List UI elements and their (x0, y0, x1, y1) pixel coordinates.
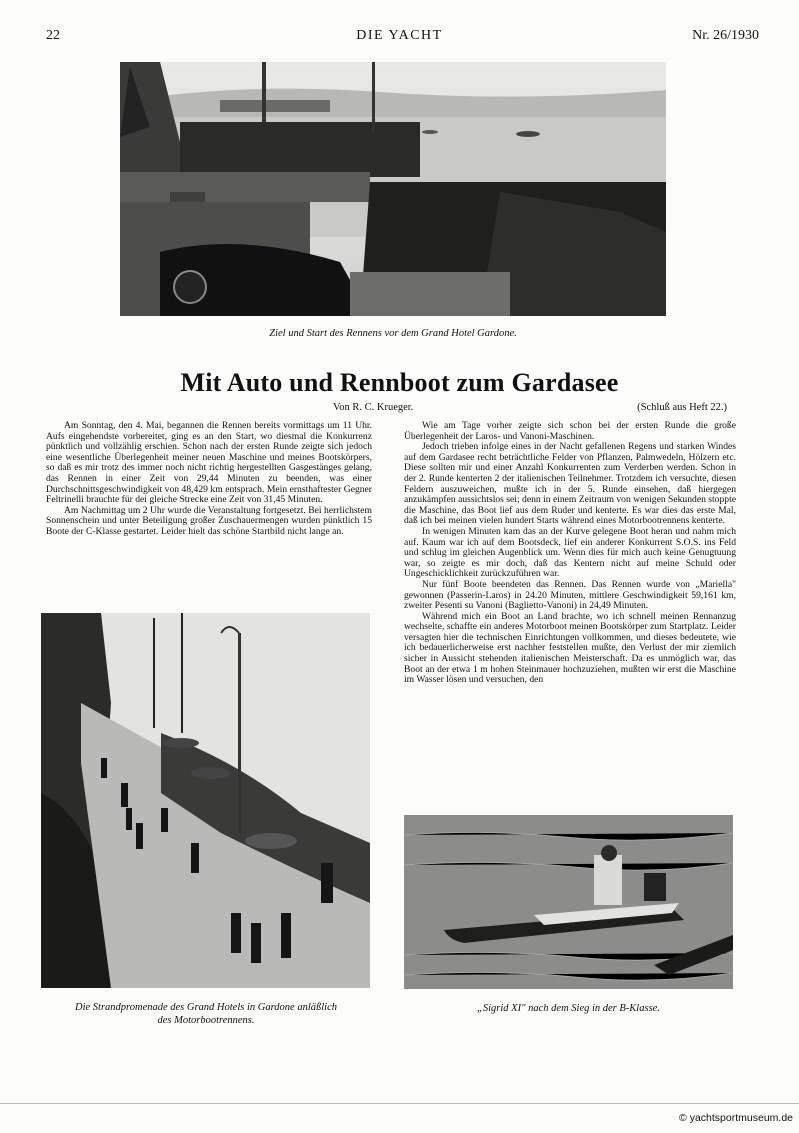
copyright-credit[interactable]: © yachtsportmuseum.de (679, 1112, 793, 1124)
caption-promenade (36, 1001, 376, 1027)
photo-promenade (41, 613, 370, 988)
paragraph: Am Nachmittag um 2 Uhr wurde die Veranstaltung fortgesetzt. Bei herrlichstem Sonnenschein und unter Beteiligung großer Zuschauermengen wurden pünktlich 15 Boote der C-Klasse gestartet. Leider hielt das schöne Startbild nicht lange an. (46, 504, 372, 537)
caption-promenade-line-2: des Motorbootrennens. (157, 1015, 255, 1026)
paragraph: Wie am Tage vorher zeigte sich schon bei der ersten Runde die große Überlegenheit der Laros- und Vanoni-Maschinen. (404, 420, 736, 442)
magazine-title: DIE YACHT (356, 28, 443, 43)
issue-number: Nr. 26/1930 (692, 28, 759, 43)
paragraph: Am Sonntag, den 4. Mai, begannen die Rennen bereits vormittags um 11 Uhr. Aufs eingehendste vorbereitet, ging es an den Start, wo diesmal die Konkurrenz pünktlich und vollzählig erschien. Schon nach der ersten Runde zeigte sich jedoch eine wesentliche Überlegenheit meiner neuen Maschine und meines Bootskörpers, so daß es mir trotz des immer noch nicht richtig hergestellten Gasgestänges gelang, das Rennen in einer Zeit von 29,44 Minuten zu beenden, was einer Durchschnittsgeschwindigkeit von 48,429 km entsprach. Mein ernsthaftester Gegner Feltrinelli brauchte für dei gleiche Strecke eine Zeit von 31,45 Minuten. (46, 420, 372, 506)
article-right-column (404, 421, 736, 686)
photo-racing-boat (404, 815, 733, 989)
paragraph: Während mich ein Boot an Land brachte, wo ich schnell meinen Rennanzug wechselte, schaffte ein anderes Motorboot meinen Bootskörper zum Startplatz. Leider versagten hier die technischen Einrichtungen vollkommen, und dieses bedeutete, wie ich bedauerlicherweise erst nachher feststellen mußte, den Verlust der mir ziemlich sicher in Aussicht stehenden italienischen Meisterschaft. Da es unmöglich war, das Boot an der etwa 1 m hohen Steinmauer hochzuziehen, mußten wir erst die Maschine im Wasser lösen und versuchen, den (404, 610, 736, 686)
photo-start-finish (120, 62, 666, 316)
paragraph: In wenigen Minuten kam das an der Kurve gelegene Boot heran und nahm mich auf. Kaum war ich auf dem Bootsdeck, lief ein anderer Konkurrent S.O.S. ins Feld und schlug im gleichen Augenblick um. Wenn dies für mich auch keine Genugtuung war, so zeigte es mir doch, daß das Kentern nicht auf meine Schuld oder Ungeschicklichkeit zurückzuführen war. (404, 525, 736, 580)
article-continuation-note: (Schluß aus Heft 22.) (637, 402, 727, 413)
caption-racing-boat: „Sigrid XI" nach dem Sieg in der B-Klasse. (477, 1003, 660, 1014)
footer-divider (0, 1103, 799, 1104)
paragraph: Jedoch trieben infolge eines in der Nacht gefallenen Regens und starken Windes auf dem Gardasee recht beträchtliche Felder von Pflanzen, Palmwedeln, Hölzern etc. Diese sollten mir und einer Anzahl Konkurrenten zum Verderben werden. Schon in der 2. Runde kenterten 2 der italienischen Teilnehmer. Trotzdem ich versuchte, diesen Feldern auszuweichen, mußte ich in der 5. Runde einsehen, daß hiergegen anzukämpfen aussichtslos sei; denn in einem Zeitraum von wenigen Sekunden stoppte die Maschine, das Boot lief aus dem Ruder und kenterte. Es war dies das erste Mal, daß ich bei meinen vielen hundert Starts während eines Motorbootrennens kenterte. (404, 441, 736, 527)
caption-promenade-line-1: Die Strandpromenade des Grand Hotels in Gardone anläßlich (75, 1002, 337, 1013)
article-title: Mit Auto und Rennboot zum Gardasee (180, 368, 619, 397)
article-author: Von R. C. Krueger. (333, 402, 414, 413)
page-number: 22 (46, 28, 60, 43)
paragraph: Nur fünf Boote beendeten das Rennen. Das Rennen wurde von „Mariella" gewonnen (Passerin-Laros) in 24.20 Minuten, mittlere Geschwindigkeit 59,161 km, zweiter Pesenti su Vanoni (Baglietto-Vanoni) in 24,49 Minuten. (404, 578, 736, 612)
caption-start-finish: Ziel und Start des Rennens vor dem Grand Hotel Gardone. (269, 328, 517, 339)
article-left-column (46, 421, 372, 538)
